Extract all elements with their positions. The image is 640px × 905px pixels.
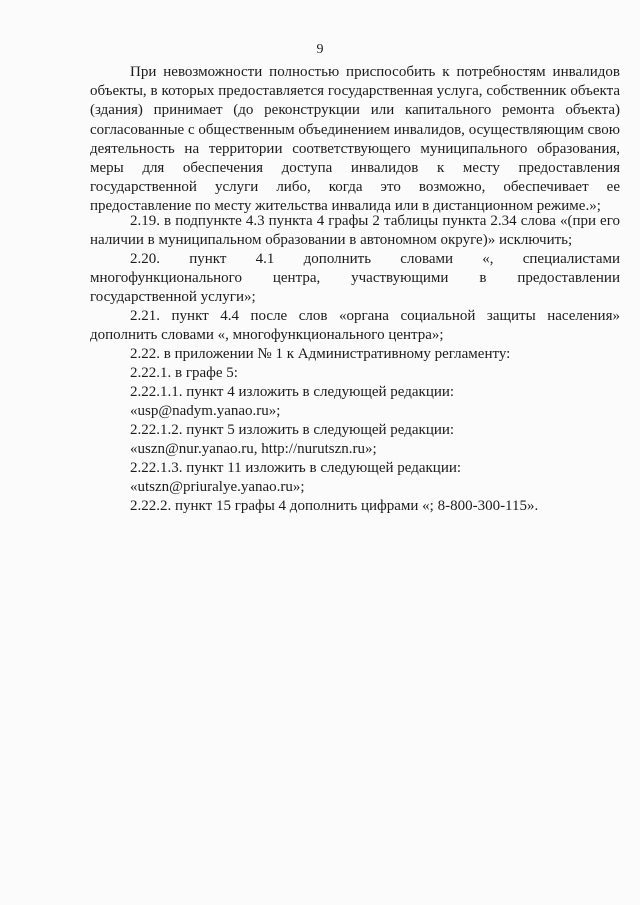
paragraph-2-21: 2.21. пункт 4.4 после слов «органа социальной защиты населения» дополнить словами «, многофункционального центра»; xyxy=(90,308,620,344)
paragraph-2-22-1-1: 2.22.1.1. пункт 4 изложить в следующей редакции: xyxy=(130,384,455,400)
paragraph-email-nur: «uszn@nur.yanao.ru, http://nurutszn.ru»; xyxy=(130,441,377,457)
paragraph-2-22-1-3: 2.22.1.3. пункт 11 изложить в следующей редакции: xyxy=(130,460,462,476)
paragraph-2-22: 2.22. в приложении № 1 к Административному регламенту: xyxy=(130,346,511,362)
paragraph-2-20: 2.20. пункт 4.1 дополнить словами «, специалистами многофункционального центра, участвующими в предоставлении государственной услуги»; xyxy=(90,251,620,306)
paragraph-accessibility-measures: При невозможности полностью приспособить к потребностям инвалидов объекты, в которых предоставляется государственная услуга, собственник объекта (здания) принимает (до реконструкции или капитального ремонта объекта) согласованные с общественным объединением инвалидов, осуществляющим свою деятельность на территории соответствующего муниципального образования, меры для обеспечения доступа инвалидов к месту предоставления государственной услуги либо, когда это возможно, обеспечивает ее предоставление по месту жительства инвалида или в дистанционном режиме.»; xyxy=(90,64,620,215)
page-number: 9 xyxy=(316,42,324,57)
paragraph-email-nadym: «usp@nadym.yanao.ru»; xyxy=(130,403,281,419)
paragraph-2-22-1-2: 2.22.1.2. пункт 5 изложить в следующей редакции: xyxy=(130,422,455,438)
paragraph-email-priuralye: «utszn@priuralye.yanao.ru»; xyxy=(130,479,305,495)
paragraph-2-22-2: 2.22.2. пункт 15 графы 4 дополнить цифрами «; 8-800-300-115». xyxy=(130,498,539,514)
paragraph-2-22-1: 2.22.1. в графе 5: xyxy=(130,365,238,381)
paragraph-2-19: 2.19. в подпункте 4.3 пункта 4 графы 2 таблицы пункта 2.34 слова «(при его наличии в муниципальном образовании в автономном округе)» исключить; xyxy=(90,213,620,249)
